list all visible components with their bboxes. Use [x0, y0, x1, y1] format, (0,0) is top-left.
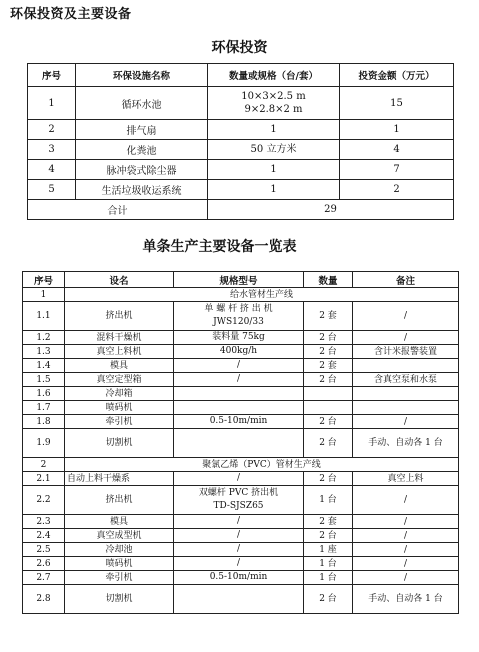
spec-cell: [174, 571, 304, 585]
group-row: [23, 458, 459, 472]
section-title: 环保投资及主要设备: [10, 7, 132, 22]
spec-line: 1: [270, 184, 277, 195]
spec-line: /: [236, 360, 241, 370]
spec-line: /: [236, 558, 241, 568]
row-number: 1.7: [23, 401, 65, 415]
equipment-name: 冷却池: [65, 543, 174, 557]
note: /: [353, 486, 459, 515]
table1-title: 环保投资: [211, 40, 268, 56]
spec-line: 1: [270, 124, 277, 135]
spec-cell: [174, 543, 304, 557]
note: 真空上料: [353, 472, 459, 486]
equipment-name: 牵引机: [65, 415, 174, 429]
row-number: 2.3: [23, 515, 65, 529]
table-row: [28, 120, 454, 140]
equipment-name: 冷却箱: [65, 387, 174, 401]
quantity: 2 套: [304, 359, 353, 373]
column-header: 设名: [65, 272, 174, 288]
group-number: 1: [23, 288, 65, 302]
note: /: [353, 415, 459, 429]
note: [353, 387, 459, 401]
spec-cell: [174, 373, 304, 387]
table1-header-row: [28, 64, 454, 87]
quantity: 2 台: [304, 345, 353, 359]
column-header: 数量: [304, 272, 353, 288]
table-row: [23, 429, 459, 458]
investment-amount: 4: [340, 140, 454, 160]
facility-name: 排气扇: [76, 120, 208, 140]
spec-line: 50 立方米: [250, 144, 297, 155]
spec-line: /: [236, 374, 241, 384]
column-header: 备注: [353, 272, 459, 288]
column-header: 环保设施名称: [76, 64, 208, 87]
spec-cell: [174, 415, 304, 429]
quantity: 2 套: [304, 515, 353, 529]
equipment-name: 混料干燥机: [65, 331, 174, 345]
quantity: 2 台: [304, 472, 353, 486]
table-row: [23, 571, 459, 585]
quantity: 2 台: [304, 585, 353, 614]
equipment-name: 挤出机: [65, 302, 174, 331]
investment-amount: 7: [340, 160, 454, 180]
row-number: 2.7: [23, 571, 65, 585]
table-row: [28, 180, 454, 200]
row-number: 2.5: [23, 543, 65, 557]
spec-cell: [174, 472, 304, 486]
table-row: [23, 345, 459, 359]
spec-cell: [174, 529, 304, 543]
table-row: [23, 401, 459, 415]
row-number: 4: [28, 160, 76, 180]
spec-cell: [174, 345, 304, 359]
column-header: 投资金额（万元）: [340, 64, 454, 87]
row-number: 2.4: [23, 529, 65, 543]
spec-cell: [174, 401, 304, 415]
group-label: 聚氯乙烯（PVC）管材生产线: [65, 458, 459, 472]
equipment-name: 模具: [65, 515, 174, 529]
table-row: [23, 302, 459, 331]
spec-cell: [174, 429, 304, 458]
table-row: [23, 543, 459, 557]
quantity: 1 座: [304, 543, 353, 557]
spec-line: JWS120/33: [213, 317, 264, 327]
spec-cell: [174, 387, 304, 401]
note: 含计米报警装置: [353, 345, 459, 359]
spec-cell: [174, 331, 304, 345]
quantity: [304, 401, 353, 415]
table-row: [23, 331, 459, 345]
table2-title: 单条生产主要设备一览表: [142, 239, 297, 255]
note: /: [353, 529, 459, 543]
spec-cell: [174, 557, 304, 571]
table2-header-row: [23, 272, 459, 288]
spec-line: 单 螺 杆 挤 出 机: [204, 304, 273, 314]
column-header: 序号: [23, 272, 65, 288]
note: /: [353, 515, 459, 529]
row-number: 1.8: [23, 415, 65, 429]
spec-line: 0.5-10m/min: [209, 572, 268, 582]
table-row: [23, 373, 459, 387]
row-number: 1.4: [23, 359, 65, 373]
spec-cell: [174, 486, 304, 515]
spec-cell: [174, 359, 304, 373]
table-row: [23, 415, 459, 429]
table-row: [23, 486, 459, 515]
environmental-investment-table: [27, 63, 454, 220]
note: [353, 401, 459, 415]
note: 手动、自动各 1 台: [353, 585, 459, 614]
column-header: 序号: [28, 64, 76, 87]
row-number: 2.6: [23, 557, 65, 571]
spec-line: 10×3×2.5 m: [241, 91, 306, 102]
equipment-name: 挤出机: [65, 486, 174, 515]
facility-name: 生活垃圾收运系统: [76, 180, 208, 200]
equipment-name: 真空成型机: [65, 529, 174, 543]
row-number: 1.9: [23, 429, 65, 458]
table-row: [23, 472, 459, 486]
table-row: [23, 387, 459, 401]
row-number: 2.2: [23, 486, 65, 515]
row-number: 2.1: [23, 472, 65, 486]
facility-name: 化粪池: [76, 140, 208, 160]
equipment-name: 切割机: [65, 429, 174, 458]
row-number: 1.2: [23, 331, 65, 345]
total-row: [28, 200, 454, 220]
total-value: 29: [208, 200, 454, 220]
note: 含真空泵和水泵: [353, 373, 459, 387]
spec-line: /: [236, 516, 241, 526]
equipment-name: 自动上料干燥系: [65, 472, 174, 486]
group-row: [23, 288, 459, 302]
spec-line: /: [236, 473, 241, 483]
equipment-name: 切割机: [65, 585, 174, 614]
quantity: 2 台: [304, 529, 353, 543]
equipment-name: 牵引机: [65, 571, 174, 585]
total-label: 合计: [28, 200, 208, 220]
quantity: 1 台: [304, 557, 353, 571]
row-number: 1: [28, 87, 76, 120]
table-row: [23, 529, 459, 543]
spec-cell: [208, 160, 340, 180]
spec-cell: [208, 120, 340, 140]
equipment-name: 喷码机: [65, 401, 174, 415]
investment-amount: 2: [340, 180, 454, 200]
note: 手动、自动各 1 台: [353, 429, 459, 458]
table-row: [23, 359, 459, 373]
spec-cell: [174, 515, 304, 529]
spec-line: 装料量 75kg: [212, 332, 265, 342]
table-row: [28, 87, 454, 120]
row-number: 2: [28, 120, 76, 140]
spec-line: 1: [270, 164, 277, 175]
column-header: 规格型号: [174, 272, 304, 288]
quantity: 2 台: [304, 331, 353, 345]
quantity: 1 台: [304, 486, 353, 515]
spec-line: TD-SJSZ65: [213, 501, 264, 511]
equipment-name: 真空定型箱: [65, 373, 174, 387]
column-header: 数量或规格（台/套）: [208, 64, 340, 87]
quantity: 2 台: [304, 373, 353, 387]
spec-line: 双螺杆 PVC 挤出机: [198, 488, 279, 498]
quantity: 1 台: [304, 571, 353, 585]
note: /: [353, 302, 459, 331]
equipment-name: 模具: [65, 359, 174, 373]
spec-cell: [208, 140, 340, 160]
row-number: 3: [28, 140, 76, 160]
row-number: 2.8: [23, 585, 65, 614]
note: /: [353, 543, 459, 557]
quantity: [304, 387, 353, 401]
table-row: [23, 585, 459, 614]
note: /: [353, 557, 459, 571]
table-row: [28, 140, 454, 160]
facility-name: 循环水池: [76, 87, 208, 120]
spec-line: 0.5-10m/min: [209, 416, 268, 426]
table-row: [28, 160, 454, 180]
quantity: 2 台: [304, 429, 353, 458]
equipment-table: [22, 271, 459, 614]
spec-cell: [174, 585, 304, 614]
spec-cell: [174, 302, 304, 331]
row-number: 1.1: [23, 302, 65, 331]
table-row: [23, 515, 459, 529]
equipment-name: 喷码机: [65, 557, 174, 571]
row-number: 5: [28, 180, 76, 200]
facility-name: 脉冲袋式除尘器: [76, 160, 208, 180]
note: [353, 359, 459, 373]
spec-line: 9×2.8×2 m: [244, 104, 303, 115]
note: /: [353, 331, 459, 345]
equipment-name: 真空上料机: [65, 345, 174, 359]
spec-line: 400kg/h: [219, 346, 258, 356]
note: /: [353, 571, 459, 585]
quantity: 2 套: [304, 302, 353, 331]
group-label: 给水管材生产线: [65, 288, 459, 302]
quantity: 2 台: [304, 415, 353, 429]
row-number: 1.6: [23, 387, 65, 401]
investment-amount: 1: [340, 120, 454, 140]
table-row: [23, 557, 459, 571]
spec-line: /: [236, 530, 241, 540]
row-number: 1.5: [23, 373, 65, 387]
spec-line: /: [236, 544, 241, 554]
investment-amount: 15: [340, 87, 454, 120]
spec-cell: [208, 180, 340, 200]
row-number: 1.3: [23, 345, 65, 359]
group-number: 2: [23, 458, 65, 472]
spec-cell: [208, 87, 340, 120]
